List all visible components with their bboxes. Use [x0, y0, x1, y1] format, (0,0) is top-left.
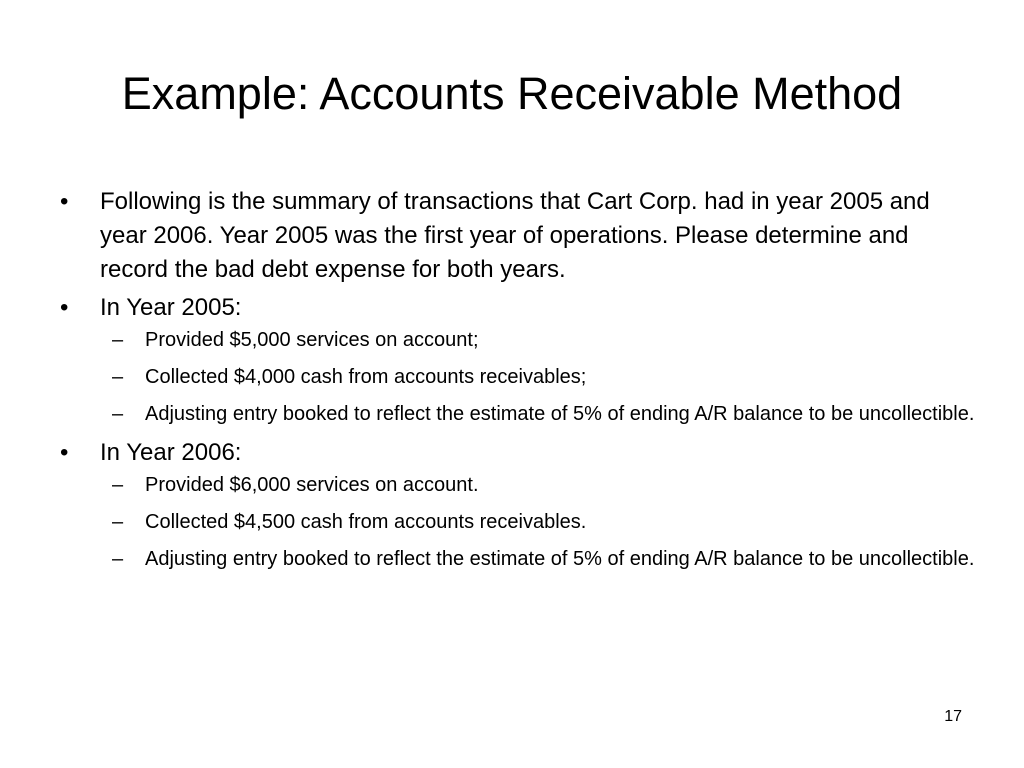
sub-bullet-2006-adjusting [60, 544, 980, 575]
bullet-marker: • [60, 188, 69, 215]
bullet-year-2006 [60, 436, 980, 470]
bullet-text: Following is the summary of transactions that Cart Corp. had in year 2005 and year 2006. Year 2005 was the first year of operations. Please determine and record the bad debt expense for both years. [100, 188, 930, 283]
bullet-intro [60, 185, 980, 287]
sub-bullet-2005-collected [60, 362, 980, 393]
bullet-marker: • [60, 294, 69, 321]
dash-marker: – [112, 511, 124, 533]
sub-bullet-text: Adjusting entry booked to reflect the estimate of 5% of ending A/R balance to be uncollectible. [145, 403, 975, 425]
sub-bullet-2005-services [60, 325, 980, 356]
bullet-marker: • [60, 439, 69, 466]
sub-bullet-2006-services [60, 470, 980, 501]
sub-bullet-text: Adjusting entry booked to reflect the estimate of 5% of ending A/R balance to be uncollectible. [145, 548, 975, 570]
sub-bullet-text: Collected $4,500 cash from accounts receivables. [145, 511, 587, 533]
bullet-year-2005 [60, 291, 980, 325]
sub-bullet-2005-adjusting [60, 399, 980, 430]
sub-bullet-2006-collected [60, 507, 980, 538]
sub-bullet-text: Collected $4,000 cash from accounts receivables; [145, 366, 587, 388]
page-number: 17 [944, 708, 962, 725]
slide-content [60, 185, 980, 581]
dash-marker: – [112, 474, 124, 496]
sub-bullet-text: Provided $5,000 services on account; [145, 329, 479, 351]
bullet-text: In Year 2006: [100, 439, 242, 466]
dash-marker: – [112, 403, 124, 425]
slide-title: Example: Accounts Receivable Method [121, 68, 903, 119]
dash-marker: – [112, 329, 124, 351]
dash-marker: – [112, 548, 124, 570]
sub-bullet-text: Provided $6,000 services on account. [145, 474, 479, 496]
bullet-text: In Year 2005: [100, 294, 242, 321]
dash-marker: – [112, 366, 124, 388]
